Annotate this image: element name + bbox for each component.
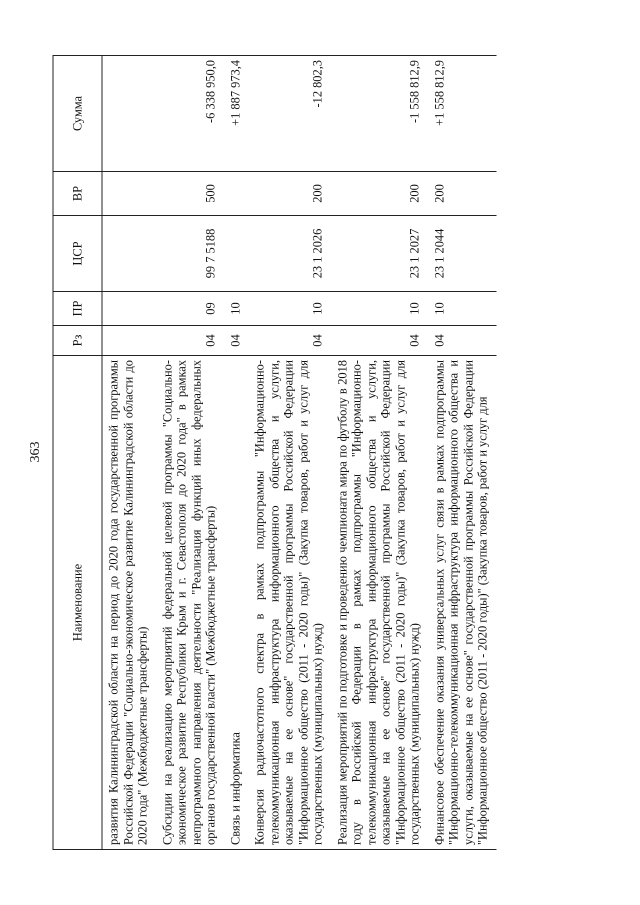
table-header-row [53, 56, 102, 850]
row-vr [102, 172, 156, 216]
row-rz [102, 326, 156, 356]
table-row [428, 56, 496, 850]
row-pr: 09 [156, 292, 224, 326]
row-rz: 04 [428, 326, 496, 356]
row-name: Финансовое обеспечение оказания универсальных услуг связи в рамках подпрограммы "Информационно-телекоммуникационная инфраструктура информационного общества и услуги, оказываемые на ее основе" государственной программы Российской Федерации "Информационное общество (2011 - 2020 годы)" (Закупка товаров, работ и услуг для [428, 356, 496, 850]
table-row [331, 56, 428, 850]
row-csr: 23 1 2027 [331, 216, 428, 292]
header-vr: ВР [53, 172, 102, 216]
row-rz: 04 [156, 326, 224, 356]
budget-table [53, 55, 497, 850]
row-name: Связь и информатика [224, 356, 249, 850]
document-sheet [53, 56, 588, 850]
page-number: 363 [28, 441, 43, 463]
row-sum: +1 887 973,4 [224, 56, 249, 172]
table-row [156, 56, 224, 850]
header-sum: Сумма [53, 56, 102, 172]
table-row [224, 56, 249, 850]
row-vr: 200 [249, 172, 332, 216]
row-pr: 10 [249, 292, 332, 326]
row-name: Конверсия радиочастотного спектра в рамках подпрограммы "Информационно-телекоммуникационная инфраструктура информационного общества и услуги, оказываемые на ее основе" государственной программы Российской Федерации "Информационное общество (2011 - 2020 годы)" (Закупка товаров, работ и услуг для государственных (муниципальных) нужд) [249, 356, 332, 850]
row-name: Реализация мероприятий по подготовке и проведению чемпионата мира по футболу в 2018 году в Российской Федерации в рамках подпрограммы "Информационно-телекоммуникационная инфраструктура информационного общества и услуги, оказываемые на ее основе" государственной программы Российской Федерации "Информационное общество (2011 - 2020 годы)" (Закупка товаров, работ и услуг для государственных (муниципальных) нужд) [331, 356, 428, 850]
header-csr: ЦСР [53, 216, 102, 292]
row-csr: 23 1 2026 [249, 216, 332, 292]
row-csr [102, 216, 156, 292]
row-sum: -12 802,3 [249, 56, 332, 172]
header-pr: ПР [53, 292, 102, 326]
row-pr: 10 [428, 292, 496, 326]
row-sum [102, 56, 156, 172]
row-pr [102, 292, 156, 326]
header-name: Наименование [53, 356, 102, 850]
row-vr [224, 172, 249, 216]
row-sum: -1 558 812,9 [331, 56, 428, 172]
row-rz: 04 [224, 326, 249, 356]
table-row [249, 56, 332, 850]
row-sum: +1 558 812,9 [428, 56, 496, 172]
header-rz: Рз [53, 326, 102, 356]
row-csr: 99 7 5188 [156, 216, 224, 292]
row-sum: -6 338 950,0 [156, 56, 224, 172]
row-vr: 200 [428, 172, 496, 216]
row-name: развития Калининградской области на период до 2020 года государственной программы Российской Федерации "Социально-экономическое развитие Калининградской области до 2020 года" (Межбюджетные трансферты) [102, 356, 156, 850]
row-name: Субсидии на реализацию мероприятий федеральной целевой программы "Социально-экономическое развитие Республики Крым и г. Севастополя до 2020 года" в рамках непрограммного направления деятельности "Реализация функций иных федеральных органов государственной власти" (Межбюджетные трансферты) [156, 356, 224, 850]
row-pr: 10 [331, 292, 428, 326]
row-csr: 23 1 2044 [428, 216, 496, 292]
row-vr: 500 [156, 172, 224, 216]
row-csr [224, 216, 249, 292]
table-row [102, 56, 156, 850]
row-rz: 04 [331, 326, 428, 356]
row-rz: 04 [249, 326, 332, 356]
row-pr: 10 [224, 292, 249, 326]
row-vr: 200 [331, 172, 428, 216]
